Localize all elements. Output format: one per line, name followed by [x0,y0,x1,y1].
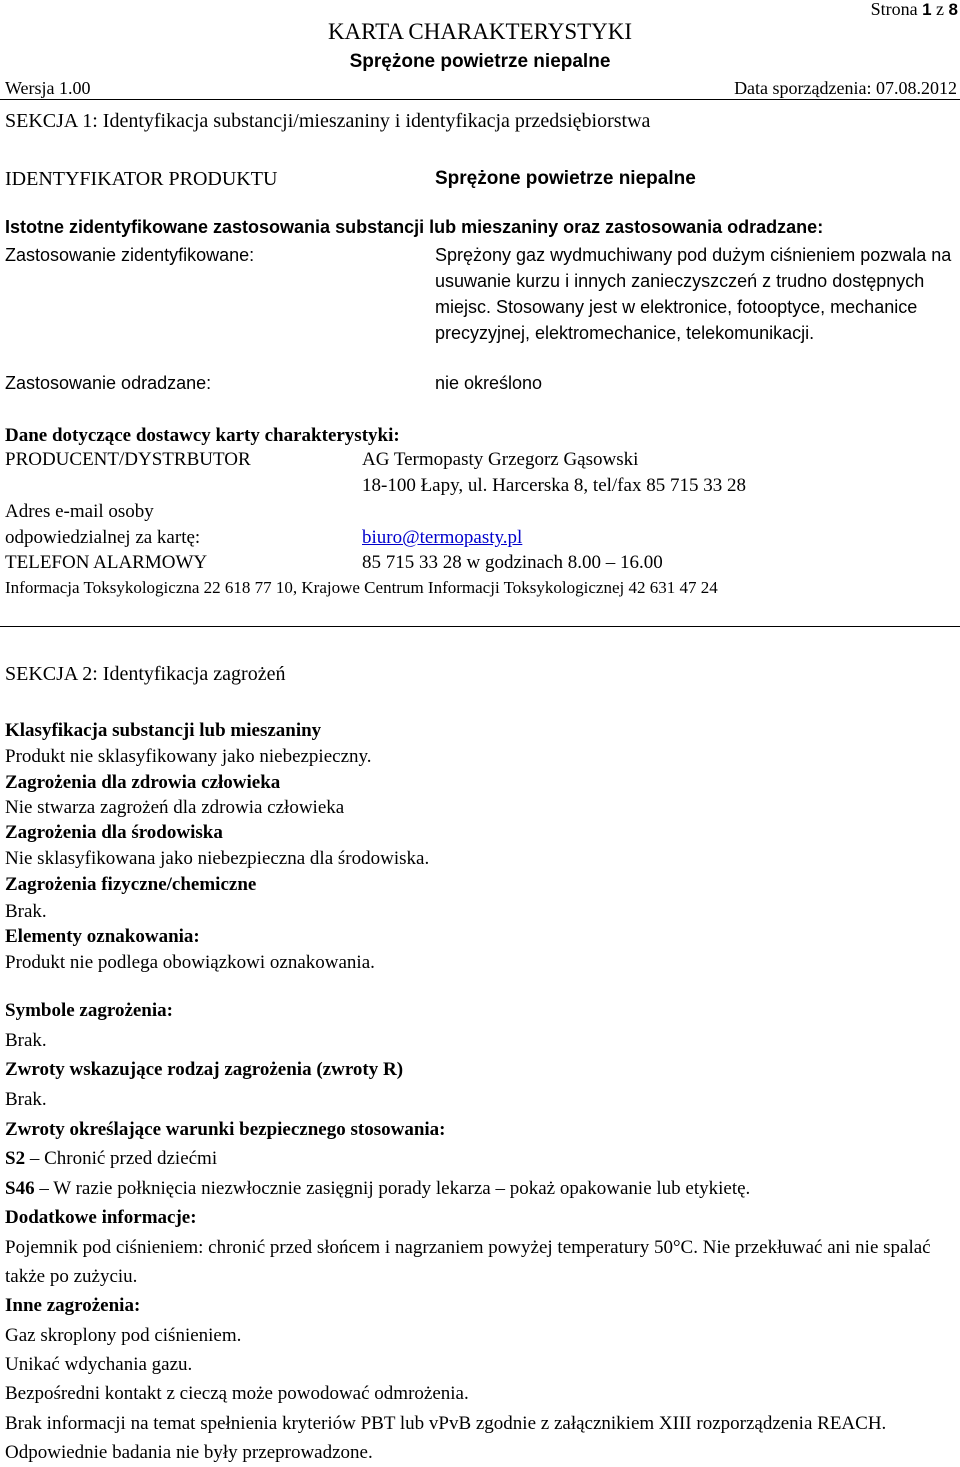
page-current: 1 [922,0,932,19]
env-text: Nie sklasyfikowana jako niebezpieczna dla środowiska. [5,848,430,869]
identified-use-label: Zastosowanie zidentyfikowane: [5,245,255,265]
date-label: Data sporządzenia: 07.08.2012 [734,78,957,98]
label-elements-heading: Elementy oznakowania: [5,926,200,947]
additional-heading: Dodatkowe informacje: [5,1207,197,1228]
symbols-heading: Symbole zagrożenia: [5,1000,173,1021]
product-id-value: Sprężone powietrze niepalne [435,168,696,189]
supplier-heading: Dane dotyczące dostawcy karty charakterystyki: [5,425,400,446]
alarm-phone-label: TELEFON ALARMOWY [5,552,208,573]
r-phrases-heading: Zwroty wskazujące rodzaj zagrożenia (zwroty R) [5,1059,404,1080]
additional-text: Pojemnik pod ciśnieniem: chronić przed słońcem i nagrzaniem powyżej temperatury 50°C. Nie przekłuwać ani nie spalać także po zużyciu. [5,1237,931,1287]
physchem-heading: Zagrożenia fizyczne/chemiczne [5,874,257,895]
s2-phrase [5,1148,217,1171]
producer-address: 18-100 Łapy, ul. Harcerska 8, tel/fax 85 715 33 28 [362,475,746,496]
advised-against-label: Zastosowanie odradzane: [5,373,212,393]
email-label-line1: Adres e-mail osoby [5,501,154,522]
symbols-text: Brak. [5,1030,47,1051]
alarm-phone-value: 85 715 33 28 w godzinach 8.00 – 16.00 [362,552,663,573]
health-text: Nie stwarza zagrożeń dla zdrowia człowieka [5,797,345,818]
page-total: 8 [948,0,958,19]
other-line-4: Brak informacji na temat spełnienia kryteriów PBT lub vPvB zgodnie z załącznikiem XIII rozporządzenia REACH. Odpowiednie badania nie były przeprowadzone. [5,1413,887,1463]
version-label: Wersja 1.00 [5,78,91,98]
s46-text: – W razie połknięcia niezwłocznie zasięgnij porady lekarza – pokaż opakowanie lub etykietę. [39,1178,751,1199]
section-divider [0,626,960,627]
s2-text: – Chronić przed dziećmi [29,1148,218,1169]
document-title: KARTA CHARAKTERYSTYKI [327,19,633,44]
other-line-2: Unikać wdychania gazu. [5,1354,193,1375]
classification-text: Produkt nie sklasyfikowany jako niebezpieczny. [5,746,372,767]
s2-code: S2 [5,1148,26,1169]
advised-against-value: nie określono [435,373,543,393]
env-heading: Zagrożenia dla środowiska [5,822,223,843]
email-label-line2: odpowiedzialnej za kartę: [5,527,201,548]
physchem-text: Brak. [5,901,47,922]
header-divider [0,99,960,100]
r-phrases-text: Brak. [5,1089,47,1110]
s46-phrase [5,1178,750,1201]
label-elements-text: Produkt nie podlega obowiązkowi oznakowania. [5,952,375,973]
classification-heading: Klasyfikacja substancji lub mieszaniny [5,720,322,741]
uses-heading: Istotne zidentyfikowane zastosowania substancji lub mieszaniny oraz zastosowania odradzane: [5,217,824,237]
page-separator: z [936,0,945,19]
identified-use-value: Sprężony gaz wydmuchiwany pod dużym ciśnieniem pozwala na usuwanie kurzu i innych zanieczyszczeń z trudno dostępnych miejsc. Stosowany jest w elektronice, fotooptyce, mechanice precyzyjnej, elektromechanice, telekomunikacji. [435,245,952,343]
s-phrases-heading: Zwroty określające warunki bezpiecznego stosowania: [5,1119,446,1140]
producer-label: PRODUCENT/DYSTRBUTOR [5,449,251,470]
document-subtitle: Sprężone powietrze niepalne [349,51,611,72]
s46-code: S46 [5,1178,35,1199]
section2-heading: SEKCJA 2: Identyfikacja zagrożeń [5,663,286,685]
health-heading: Zagrożenia dla zdrowia człowieka [5,772,281,793]
page-prefix: Strona [870,0,918,19]
product-id-label: IDENTYFIKATOR PRODUKTU [5,168,278,190]
other-line-1: Gaz skroplony pod ciśnieniem. [5,1325,242,1346]
email-link[interactable]: biuro@termopasty.pl [362,527,523,548]
tox-info: Informacja Toksykologiczna 22 618 77 10, Krajowe Centrum Informacji Toksykologicznej 42 631 47 24 [5,578,718,597]
other-line-3: Bezpośredni kontakt z cieczą może powodować odmrożenia. [5,1383,469,1404]
section1-heading: SEKCJA 1: Identyfikacja substancji/mieszaniny i identyfikacja przedsiębiorstwa [5,110,651,132]
producer-name: AG Termopasty Grzegorz Gąsowski [362,449,639,470]
other-heading: Inne zagrożenia: [5,1295,141,1316]
